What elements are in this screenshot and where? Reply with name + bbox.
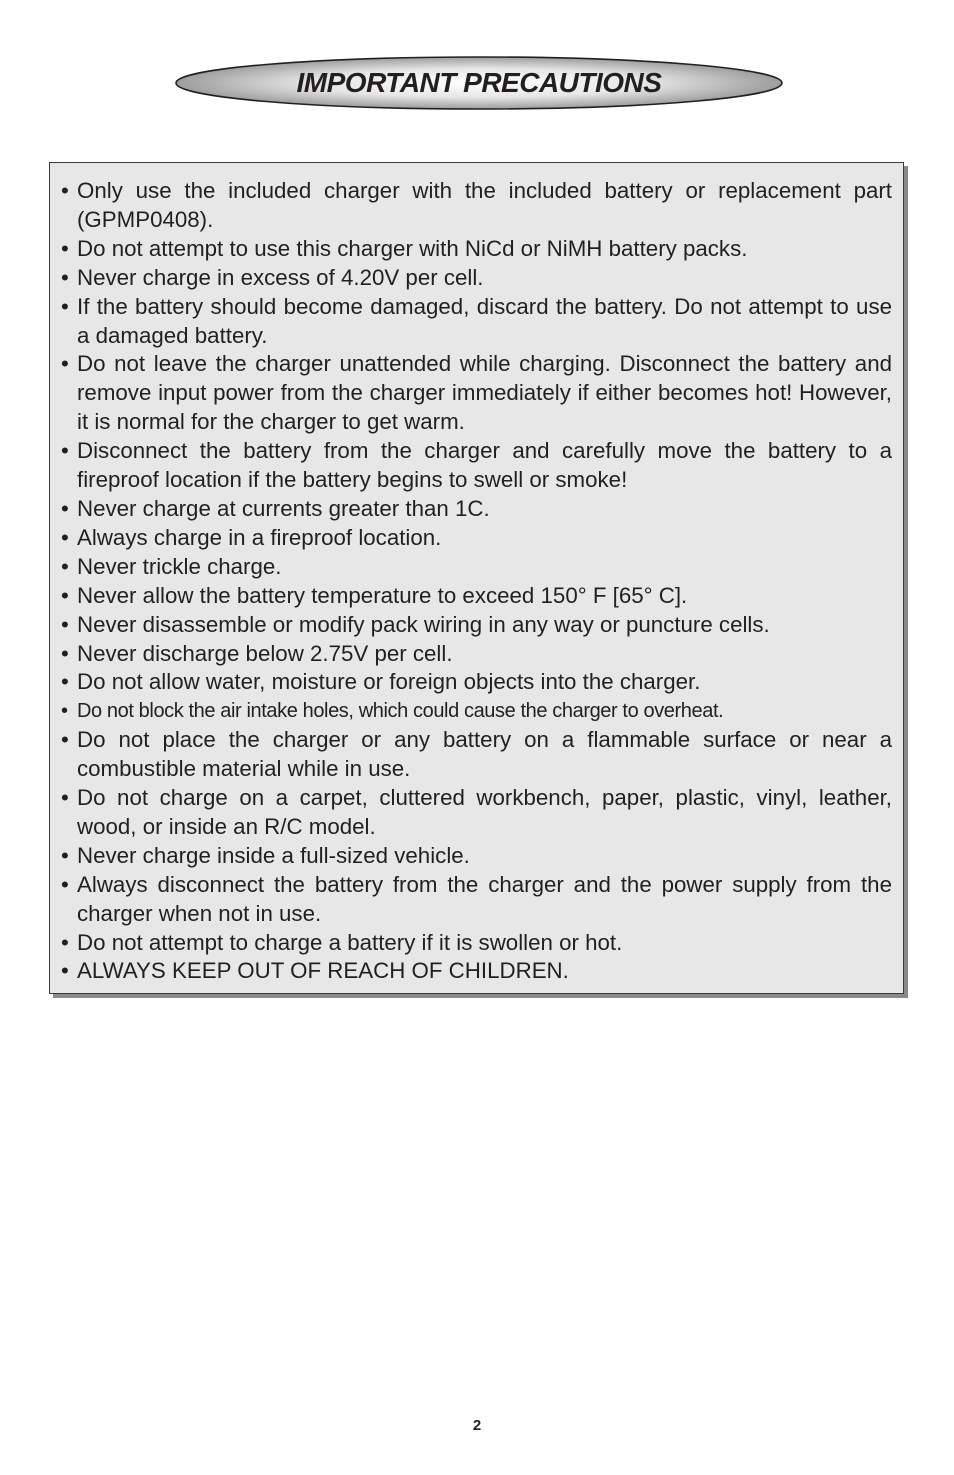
list-item-text: Do not block the air intake holes, which could cause the charger to overheat.: [77, 700, 724, 723]
list-item-text: Never charge in excess of 4.20V per cell.: [77, 264, 484, 290]
list-item: [61, 495, 892, 524]
bullet: •: [61, 700, 68, 723]
list-item: [61, 957, 892, 986]
list-item: [61, 842, 892, 871]
list-item: [61, 177, 892, 235]
list-item: [61, 350, 892, 437]
bullet: •: [61, 524, 69, 550]
bullet: •: [61, 178, 69, 203]
bullet: •: [61, 785, 69, 811]
bullet: •: [61, 553, 69, 579]
list-item-text: Only use the included charger with the included battery or replacement part (GPMP0408).: [77, 178, 892, 232]
list-item-text: Do not charge on a carpet, cluttered workbench, paper, plastic, vinyl, leather, wood, or inside an R/C model.: [77, 785, 892, 839]
list-item-text: Always charge in a fireproof location.: [77, 524, 442, 550]
list-item-text: Do not place the charger or any battery on a flammable surface or near a combustible material while in use.: [77, 727, 892, 782]
precaution-list: [61, 177, 892, 986]
list-item: [61, 929, 892, 958]
list-item-text: ALWAYS KEEP OUT OF REACH OF CHILDREN.: [77, 958, 569, 984]
list-item-text: If the battery should become damaged, discard the battery. Do not attempt to use a damaged battery.: [77, 293, 892, 348]
bullet: •: [61, 669, 69, 695]
list-item-text: Never charge at currents greater than 1C.: [77, 495, 490, 521]
list-item-text: Never allow the battery temperature to exceed 150° F [65° C].: [77, 582, 688, 608]
bullet: •: [61, 264, 69, 290]
list-item: [61, 582, 892, 611]
bullet: •: [61, 235, 69, 261]
bullet: •: [61, 958, 69, 984]
list-item: [61, 524, 892, 553]
list-item: [61, 264, 892, 293]
bullet: •: [61, 727, 69, 753]
list-item-text: Never discharge below 2.75V per cell.: [77, 640, 453, 666]
bullet: •: [61, 929, 69, 955]
list-item-text: Do not leave the charger unattended while charging. Disconnect the battery and remove input power from the charger immediately if either becomes hot! However, it is normal for the charger to get warm.: [77, 351, 892, 435]
list-item-text: Do not attempt to charge a battery if it is swollen or hot.: [77, 929, 623, 955]
list-item-text: Do not attempt to use this charger with NiCd or NiMH battery packs.: [77, 235, 748, 261]
list-item: [61, 726, 892, 784]
page-number: 2: [472, 1417, 482, 1434]
list-item-text: Never disassemble or modify pack wiring in any way or puncture cells.: [77, 611, 770, 637]
bullet: •: [61, 495, 69, 521]
bullet: •: [61, 582, 69, 608]
list-item: [61, 668, 892, 697]
title-banner: [174, 55, 784, 111]
bullet: •: [61, 640, 69, 666]
list-item: [61, 293, 892, 351]
bullet: •: [61, 871, 69, 897]
bullet: •: [61, 293, 69, 319]
list-item-text: Never trickle charge.: [77, 553, 282, 579]
list-item-text: Never charge inside a full-sized vehicle.: [77, 842, 470, 868]
list-item-text: Disconnect the battery from the charger and carefully move the battery to a fireproof location if the battery begins to swell or smoke!: [77, 438, 892, 493]
page-title: IMPORTANT PRECAUTIONS: [296, 67, 662, 98]
list-item: [61, 235, 892, 264]
list-item: [61, 611, 892, 640]
list-item: [61, 437, 892, 495]
bullet: •: [61, 438, 69, 464]
list-item: [61, 784, 892, 842]
list-item: [61, 553, 892, 582]
bullet: •: [61, 611, 69, 637]
bullet: •: [61, 351, 69, 377]
list-item-text: Do not allow water, moisture or foreign objects into the charger.: [77, 669, 701, 695]
list-item-text: Always disconnect the battery from the charger and the power supply from the charger when not in use.: [77, 871, 892, 926]
list-item: [61, 697, 892, 726]
bullet: •: [61, 842, 69, 868]
precautions-box: [49, 162, 904, 994]
list-item: [61, 640, 892, 669]
list-item: [61, 871, 892, 929]
